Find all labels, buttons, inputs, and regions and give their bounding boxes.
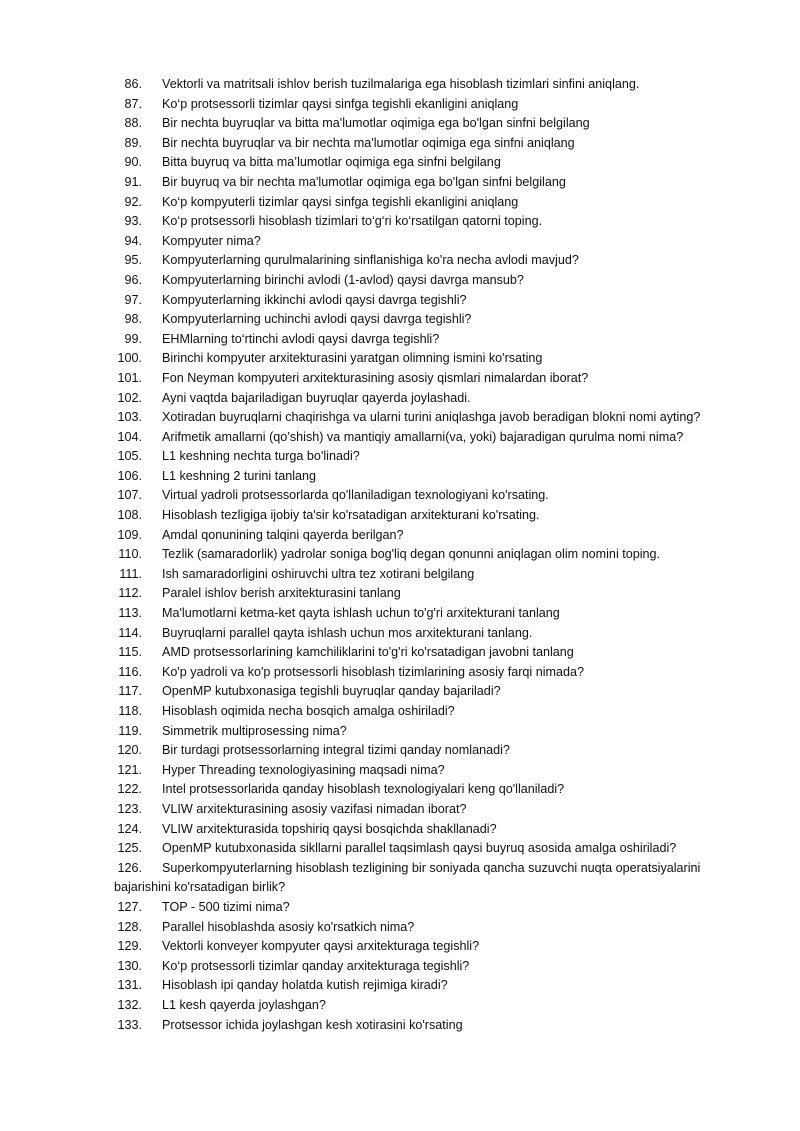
question-text: Vektorli va matritsali ishlov berish tuzilmalariga ega hisoblash tizimlari sinfini aniqlang. xyxy=(162,77,640,91)
question-number: 126. xyxy=(117,860,142,875)
question-text: Bitta buyruq va bitta ma’lumotlar oqimiga ega sinfni belgilang xyxy=(162,155,501,170)
list-item xyxy=(0,839,800,859)
list-item xyxy=(0,134,800,154)
question-number: 121. xyxy=(117,762,142,777)
question-list xyxy=(0,75,800,1035)
question-text: Bir turdagi protsessorlarning integral tizimi qanday nomlanadi? xyxy=(162,743,510,758)
list-item xyxy=(0,859,800,898)
list-item xyxy=(0,428,800,448)
list-item xyxy=(0,976,800,996)
question-text: L1 keshning 2 turini tanlang xyxy=(162,468,317,483)
question-number: 87. xyxy=(124,96,142,111)
question-text: Ko‘p protsessorli tizimlar qanday arxitekturaga tegishli? xyxy=(162,958,470,973)
question-number: 99. xyxy=(124,331,142,346)
question-number: 94. xyxy=(124,233,142,248)
question-number: 116. xyxy=(118,664,142,679)
question-text: Ko‘p protsessorli hisoblash tizimlari to‘g‘ri ko‘rsatilgan qatorni toping. xyxy=(162,214,543,229)
list-item xyxy=(0,310,800,330)
question-text: L1 keshning nechta turga bo'linadi? xyxy=(162,449,360,464)
question-number: 115. xyxy=(118,645,142,660)
question-number: 117. xyxy=(118,684,142,699)
question-number: 129. xyxy=(117,939,142,954)
question-text: Intel protsessorlarida qanday hisoblash texnologiyalari keng qo'llaniladi? xyxy=(162,782,565,797)
question-text: Hyper Threading texnologiyasining maqsadi nima? xyxy=(162,762,445,777)
list-item xyxy=(0,722,800,742)
list-item xyxy=(0,447,800,467)
question-number: 109. xyxy=(117,527,142,542)
list-item xyxy=(0,232,800,252)
question-text: Paralel ishlov berish arxitekturasini tanlang xyxy=(162,586,401,601)
question-number: 130. xyxy=(117,958,142,973)
question-text: Simmetrik multiprosessing nima? xyxy=(162,723,347,738)
question-number: 103. xyxy=(117,410,142,425)
list-item xyxy=(0,349,800,369)
question-text: Xotiradan buyruqlarni chaqirishga va ularni turini aniqlashga javob beradigan blokni nomi ayting? xyxy=(162,410,701,425)
question-text: Birinchi kompyuter arxitekturasini yaratgan olimning ismini ko'rsating xyxy=(162,351,543,366)
question-number: 104. xyxy=(117,429,142,444)
question-text: OpenMP kutubxonasiga tegishli buyruqlar qanday bajariladi? xyxy=(162,684,501,699)
list-item xyxy=(0,95,800,115)
list-item xyxy=(0,761,800,781)
question-text: Bir nechta buyruqlar va bitta ma'lumotlar oqimiga ega bo'lgan sinfni belgilang xyxy=(162,116,590,131)
question-text: Arifmetik amallarni (qo’shish) va mantiqiy amallarni(va, yoki) bajaradigan qurulma nomi nima? xyxy=(162,429,684,444)
question-text: Vektorli konveyer kompyuter qaysi arxitekturaga tegishli? xyxy=(162,939,480,954)
question-number: 110. xyxy=(118,547,142,562)
question-text: Bir nechta buyruqlar va bir nechta ma'lumotlar oqimiga ega sinfni aniqlang xyxy=(162,135,575,150)
question-text: Parallel hisoblashda asosiy ko'rsatkich nima? xyxy=(162,919,415,934)
list-item xyxy=(0,918,800,938)
question-number: 105. xyxy=(117,449,142,464)
question-number: 92. xyxy=(124,194,142,209)
question-number: 131. xyxy=(117,978,142,993)
question-text: Hisoblash oqimida necha bosqich amalga oshiriladi? xyxy=(162,704,455,718)
list-item xyxy=(0,604,800,624)
list-item xyxy=(0,898,800,918)
question-text: Kompyuter nima? xyxy=(162,233,261,248)
question-text: EHMlarning to‘rtinchi avlodi qaysi davrga tegishli? xyxy=(162,331,440,346)
question-text: AMD protsessorlarining kamchiliklarini to'g'ri ko'rsatadigan javobni tanlang xyxy=(162,645,574,660)
question-text: Hisoblash ipi qanday holatda kutish rejimiga kiradi? xyxy=(162,978,448,993)
list-item xyxy=(0,957,800,977)
list-item xyxy=(0,291,800,311)
question-text: VLIW arxitekturasida topshiriq qaysi bosqichda shakllanadi? xyxy=(162,821,497,836)
list-item xyxy=(0,330,800,350)
list-item xyxy=(0,545,800,565)
question-number: 122. xyxy=(117,782,142,797)
question-number: 128. xyxy=(117,919,142,934)
question-text: OpenMP kutubxonasida sikllarni parallel taqsimlash qaysi buyruq asosida amalga oshiriladi? xyxy=(162,841,677,856)
question-text: Kompyuterlarning ikkinchi avlodi qaysi davrga tegishli? xyxy=(162,292,467,307)
question-number: 102. xyxy=(117,390,142,405)
list-item xyxy=(0,800,800,820)
question-number: 90. xyxy=(124,155,142,170)
question-text: Superkompyuterlarning hisoblash tezligining bir soniyada qancha suzuvchi nuqta operatsiyalarini bajarishini ko'rsatadigan birlik? xyxy=(114,860,701,895)
question-number: 88. xyxy=(124,116,142,131)
question-number: 113. xyxy=(118,606,142,621)
question-text: Kompyuterlarning uchinchi avlodi qaysi davrga tegishli? xyxy=(162,312,472,327)
list-item xyxy=(0,741,800,761)
question-number: 111. xyxy=(119,566,142,581)
question-text: Ayni vaqtda bajariladigan buyruqlar qayerda joylashadi. xyxy=(162,390,471,405)
question-number: 112. xyxy=(118,586,142,601)
question-text: Amdal qonunining talqini qayerda berilgan? xyxy=(162,527,404,542)
question-number: 107. xyxy=(117,488,142,503)
question-text: Kompyuterlarning birinchi avlodi (1-avlod) qaysi davrga mansub? xyxy=(162,272,524,287)
question-number: 101. xyxy=(117,370,142,385)
question-number: 133. xyxy=(117,1017,142,1032)
list-item xyxy=(0,584,800,604)
question-number: 108. xyxy=(117,508,142,523)
question-text: Ko‘p protsessorli tizimlar qaysi sinfga tegishli ekanligini aniqlang xyxy=(162,96,519,111)
question-number: 114. xyxy=(118,625,142,640)
list-item xyxy=(0,682,800,702)
list-item xyxy=(0,1016,800,1036)
question-text: Hisoblash tezligiga ijobiy ta'sir ko'rsatadigan arxitekturani ko'rsating. xyxy=(162,508,540,523)
question-text: Ko'p yadroli va ko'p protsessorli hisoblash tizimlarining asosiy farqi nimada? xyxy=(162,664,585,679)
question-text: TOP - 500 tizimi nima? xyxy=(162,899,290,914)
list-item xyxy=(0,467,800,487)
question-text: Virtual yadroli protsessorlarda qo'llaniladigan texnologiyani ko'rsating. xyxy=(162,488,549,503)
list-item xyxy=(0,153,800,173)
list-item xyxy=(0,193,800,213)
question-number: 132. xyxy=(117,997,142,1012)
list-item xyxy=(0,820,800,840)
question-number: 123. xyxy=(117,801,142,816)
list-item xyxy=(0,624,800,644)
question-text: Fon Neyman kompyuteri arxitekturasining asosiy qismlari nimalardan iborat? xyxy=(162,370,589,385)
question-number: 96. xyxy=(124,272,142,287)
question-number: 91. xyxy=(124,174,142,189)
list-item xyxy=(0,643,800,663)
list-item xyxy=(0,389,800,409)
question-number: 95. xyxy=(124,253,142,268)
question-number: 127. xyxy=(117,899,142,914)
list-item xyxy=(0,996,800,1016)
list-item xyxy=(0,565,800,585)
list-item xyxy=(0,937,800,957)
list-item xyxy=(0,75,800,95)
question-text: Buyruqlarni parallel qayta ishlash uchun mos arxitekturani tanlang. xyxy=(162,625,533,640)
question-text: VLIW arxitekturasining asosiy vazifasi nimadan iborat? xyxy=(162,801,467,816)
question-number: 100. xyxy=(117,351,142,366)
list-item xyxy=(0,506,800,526)
question-number: 97. xyxy=(124,292,142,307)
list-item xyxy=(0,486,800,506)
question-text: L1 kesh qayerda joylashgan? xyxy=(162,997,326,1012)
list-item xyxy=(0,251,800,271)
list-item xyxy=(0,212,800,232)
question-text: Kompyuterlarning qurulmalarining sinflanishiga ko'ra necha avlodi mavjud? xyxy=(162,253,579,268)
question-number: 93. xyxy=(124,214,142,229)
question-number: 86. xyxy=(124,77,142,91)
list-item xyxy=(0,173,800,193)
list-item xyxy=(0,114,800,134)
question-number: 106. xyxy=(117,468,142,483)
list-item xyxy=(0,408,800,428)
question-number: 118. xyxy=(118,704,142,718)
question-text: Bir buyruq va bir nechta ma'lumotlar oqimiga ega bo'lgan sinfni belgilang xyxy=(162,174,566,189)
question-number: 98. xyxy=(124,312,142,327)
list-item xyxy=(0,271,800,291)
list-item xyxy=(0,780,800,800)
question-number: 119. xyxy=(118,723,142,738)
question-number: 89. xyxy=(124,135,142,150)
list-item xyxy=(0,663,800,683)
question-text: Ish samaradorligini oshiruvchi ultra tez xotirani belgilang xyxy=(162,566,475,581)
question-text: Ma'lumotlarni ketma-ket qayta ishlash uchun to'g'ri arxitekturani tanlang xyxy=(162,606,560,621)
question-number: 125. xyxy=(117,841,142,856)
question-text: Tezlik (samaradorlik) yadrolar soniga bog'liq degan qonunni aniqlagan olim nomini toping. xyxy=(162,547,661,562)
list-item xyxy=(0,369,800,389)
question-text: Ko‘p kompyuterli tizimlar qaysi sinfga tegishli ekanligini aniqlang xyxy=(162,194,519,209)
question-text: Protsessor ichida joylashgan kesh xotirasini ko'rsating xyxy=(162,1017,463,1032)
list-item xyxy=(0,702,800,722)
question-number: 120. xyxy=(117,743,142,758)
question-number: 124. xyxy=(117,821,142,836)
list-item xyxy=(0,526,800,546)
